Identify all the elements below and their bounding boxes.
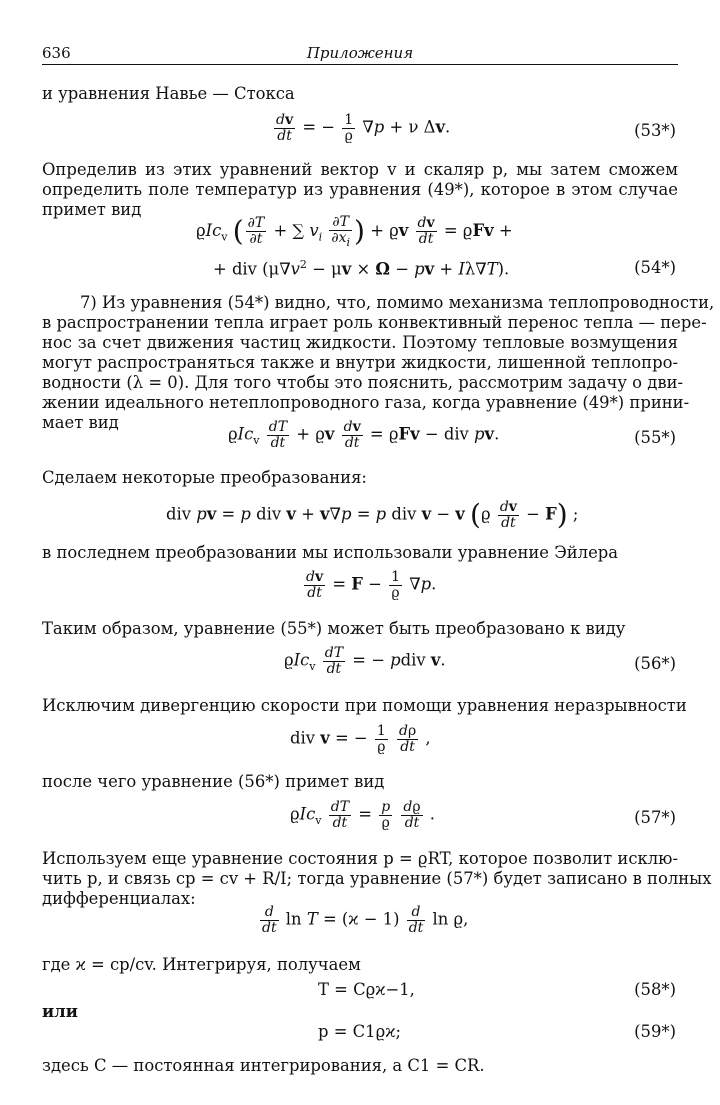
text-line-6: в распространении тепла играет роль конвективный перенос тепла — пере-	[42, 313, 707, 332]
text-line-16: после чего уравнение (56*) примет вид	[42, 772, 385, 791]
equation-continuity: div v = − $\frac{1}{ϱ}$ $\frac{d\rho}{dt}$ ,	[290, 723, 431, 755]
text-line-17: Используем еще уравнение состояния p = ϱRT, которое позволит исклю-	[42, 849, 678, 868]
equation-57: ϱIc$_v$ $\frac{dT}{dt}$ = $\frac{p}{ϱ}$ $\frac{dϱ}{dt}$ .	[290, 799, 436, 831]
equation-54-number: (54*)	[634, 258, 676, 277]
page-number: 636	[42, 44, 71, 62]
running-title: Приложения	[306, 44, 414, 62]
equation-56-number: (56*)	[634, 654, 676, 673]
text-line-22: здесь C — постоянная интегрирования, а C1 = CR.	[42, 1056, 485, 1075]
equation-57-number: (57*)	[634, 808, 676, 827]
page-header	[42, 44, 678, 65]
text-line-14: Таким образом, уравнение (55*) может быть преобразовано к виду	[42, 619, 626, 638]
text-line-15: Исключим дивергенцию скорости при помощи уравнения неразрывности	[42, 696, 687, 715]
text-line-5: 7) Из уравнения (54*) видно, что, помимо механизма теплопроводности,	[80, 293, 715, 312]
text-line-21: или	[42, 1002, 78, 1021]
text-line-18: чить p, и связь cp = cv + R/I; тогда уравнение (57*) будет записано в полных	[42, 869, 712, 888]
text-line-12: Сделаем некоторые преобразования:	[42, 468, 367, 487]
text-line-9: водности (λ = 0). Для того чтобы это пояснить, рассмотрим задачу о дви-	[42, 373, 684, 392]
equation-59-number: (59*)	[634, 1022, 676, 1041]
equation-div-transform: div pv = p div v + v∇p = p div v − v (ϱ $\frac{dv}{dt}$ − F) ;	[166, 498, 579, 532]
text-line-10: жении идеального нетеплопроводного газа, когда уравнение (49*) прини-	[42, 393, 690, 412]
text-line-4: примет вид	[42, 200, 142, 219]
equation-53-number: (53*)	[634, 121, 676, 140]
equation-53: $\frac{dv}{dt}$ = − $\frac{1}{ϱ}$ ∇p + ν Δv.	[276, 112, 451, 144]
text-line-11: мает вид	[42, 413, 119, 432]
text-line-8: могут распространяться также и внутри жидкости, лишенной теплопро-	[42, 353, 678, 372]
text-line-2: Определив из этих уравнений вектор v и скаляр p, мы затем сможем	[42, 160, 678, 179]
text-line-1: и уравнения Навье — Стокса	[42, 84, 295, 103]
equation-54-line-2: + div ($\mu\nabla v^2 - \mu v \times \Omega$ − pv + Iλ∇T).	[213, 258, 510, 279]
equation-55: ϱIc$_v$ $\frac{dT}{dt}$ + ϱv $\frac{dv}{dt}$ = ϱFv − div pv.	[228, 419, 500, 451]
equation-56: ϱIc$_v$ $\frac{dT}{dt}$ = − pdiv v.	[284, 645, 446, 677]
text-line-13: в последнем преобразовании мы использовали уравнение Эйлера	[42, 543, 619, 562]
equation-59: p = C1ϱϰ;	[318, 1022, 401, 1041]
equation-58: T = Cϱϰ−1,	[318, 980, 415, 999]
text-line-19: дифференциалах:	[42, 889, 196, 908]
equation-euler: $\frac{dv}{dt}$ = F − $\frac{1}{ϱ}$ ∇p.	[306, 569, 437, 601]
equation-58-number: (58*)	[634, 980, 676, 999]
text-line-7: нос за счет движения частиц жидкости. Поэтому тепловые возмущения	[42, 333, 678, 352]
equation-55-number: (55*)	[634, 428, 676, 447]
equation-54-line-1: ϱIc$_v$ ( $\frac{\partial T}{\partial t}$ + ∑ $v_i$ $\frac{\partial T}{\partial x_i}$ ) + ϱv $\frac{dv}{dt}$ = ϱFv +	[196, 214, 513, 249]
text-line-3: определить поле температур из уравнения (49*), которое в этом случае	[42, 180, 678, 199]
equation-log-differential: $\frac{d}{dt}$ ln T = (ϰ − 1) $\frac{d}{dt}$ ln ϱ,	[262, 904, 469, 936]
text-line-20: где ϰ = cp/cv. Интегрируя, получаем	[42, 955, 361, 974]
